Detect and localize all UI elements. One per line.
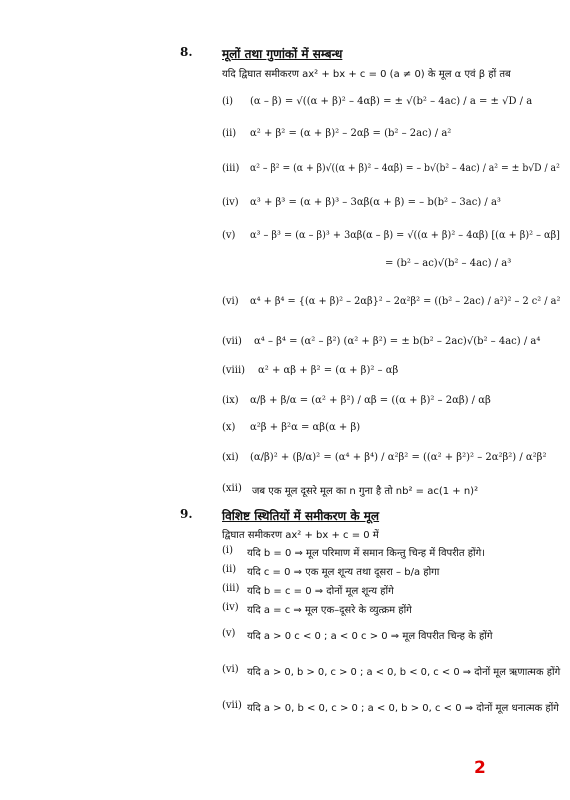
formula: α² – β² = (α + β)√((α + β)² – 4αβ) = – b√(b² – 4ac) / a² = ± b√D / a² [250, 163, 560, 174]
section-8-heading: मूलों तथा गुणांकों में सम्बन्ध [222, 47, 343, 61]
item-roman: (xi) [222, 452, 239, 463]
item-roman: (i) [222, 545, 234, 556]
item-roman: (iv) [222, 197, 239, 208]
condition: यदि b = 0 ⇒ मूल परिमाण में समान किन्तु चिन्ह में विपरीत होंगे। [247, 548, 486, 559]
item-roman: (xii) [222, 483, 242, 494]
formula: α⁴ – β⁴ = (α² – β²) (α² + β²) = ± b(b² – 2ac)√(b² – 4ac) / a⁴ [254, 336, 541, 347]
item-roman: (i) [222, 96, 234, 107]
item-roman: (v) [222, 230, 236, 241]
condition: यदि c = 0 ⇒ एक मूल शून्य तथा दूसरा – b/a होगा [247, 567, 440, 578]
statement: जब एक मूल दूसरे मूल का n गुना है तो nb² = ac(1 + n)² [252, 486, 479, 497]
formula: (α/β)² + (β/α)² = (α⁴ + β⁴) / α²β² = ((α² + β²)² – 2α²β²) / α²β² [250, 452, 547, 463]
formula: α² + αβ + β² = (α + β)² – αβ [258, 365, 399, 376]
item-roman: (vi) [222, 296, 239, 307]
formula-continuation: = (b² – ac)√(b² – 4ac) / a³ [385, 258, 512, 269]
item-roman: (viii) [222, 365, 246, 376]
item-roman: (ix) [222, 395, 239, 406]
section-8-intro: यदि द्विघात समीकरण ax² + bx + c = 0 (a ≠ 0) के मूल α एवं β हों तब [222, 69, 511, 80]
section-9-heading: विशिष्ट स्थितियों में समीकरण के मूल [222, 509, 380, 523]
item-roman: (ii) [222, 564, 237, 575]
condition: यदि a > 0 c < 0 ; a < 0 c > 0 ⇒ मूल विपरीत चिन्ह के होंगे [247, 631, 493, 642]
formula: α⁴ + β⁴ = {(α + β)² – 2αβ}² – 2α²β² = ((b² – 2ac) / a²)² – 2 c² / a² [250, 296, 561, 307]
item-roman: (v) [222, 628, 236, 639]
formula: α³ – β³ = (α – β)³ + 3αβ(α – β) = √((α + β)² – 4αβ) [(α + β)² – αβ] [250, 230, 560, 241]
condition: यदि a > 0, b < 0, c > 0 ; a < 0, b > 0, c < 0 ⇒ दोनों मूल धनात्मक होंगे [247, 703, 559, 714]
item-roman: (iii) [222, 163, 240, 174]
item-roman: (x) [222, 422, 236, 433]
formula: α² + β² = (α + β)² – 2αβ = (b² – 2ac) / a² [250, 128, 452, 139]
item-roman: (vii) [222, 336, 242, 347]
section-9-number: 9. [180, 507, 193, 521]
item-roman: (ii) [222, 128, 237, 139]
section-8-number: 8. [180, 45, 193, 59]
formula: α³ + β³ = (α + β)³ – 3αβ(α + β) = – b(b² – 3ac) / a³ [250, 197, 501, 208]
item-roman: (vii) [222, 700, 242, 711]
formula: (α – β) = √((α + β)² – 4αβ) = ± √(b² – 4ac) / a = ± √D / a [250, 96, 533, 107]
item-roman: (iv) [222, 602, 239, 613]
condition: यदि a > 0, b > 0, c > 0 ; a < 0, b < 0, c < 0 ⇒ दोनों मूल ऋणात्मक होंगे [247, 667, 561, 678]
section-9-intro: द्विघात समीकरण ax² + bx + c = 0 में [222, 530, 379, 541]
formula: α/β + β/α = (α² + β²) / αβ = ((α + β)² – 2αβ) / αβ [250, 395, 491, 406]
condition: यदि b = c = 0 ⇒ दोनों मूल शून्य होंगे [247, 586, 394, 597]
item-roman: (iii) [222, 583, 240, 594]
item-roman: (vi) [222, 664, 239, 675]
formula: α²β + β²α = αβ(α + β) [250, 422, 361, 433]
page-number: 2 [474, 758, 486, 778]
condition: यदि a = c ⇒ मूल एक–दूसरे के व्युत्क्रम होंगे [247, 605, 412, 616]
